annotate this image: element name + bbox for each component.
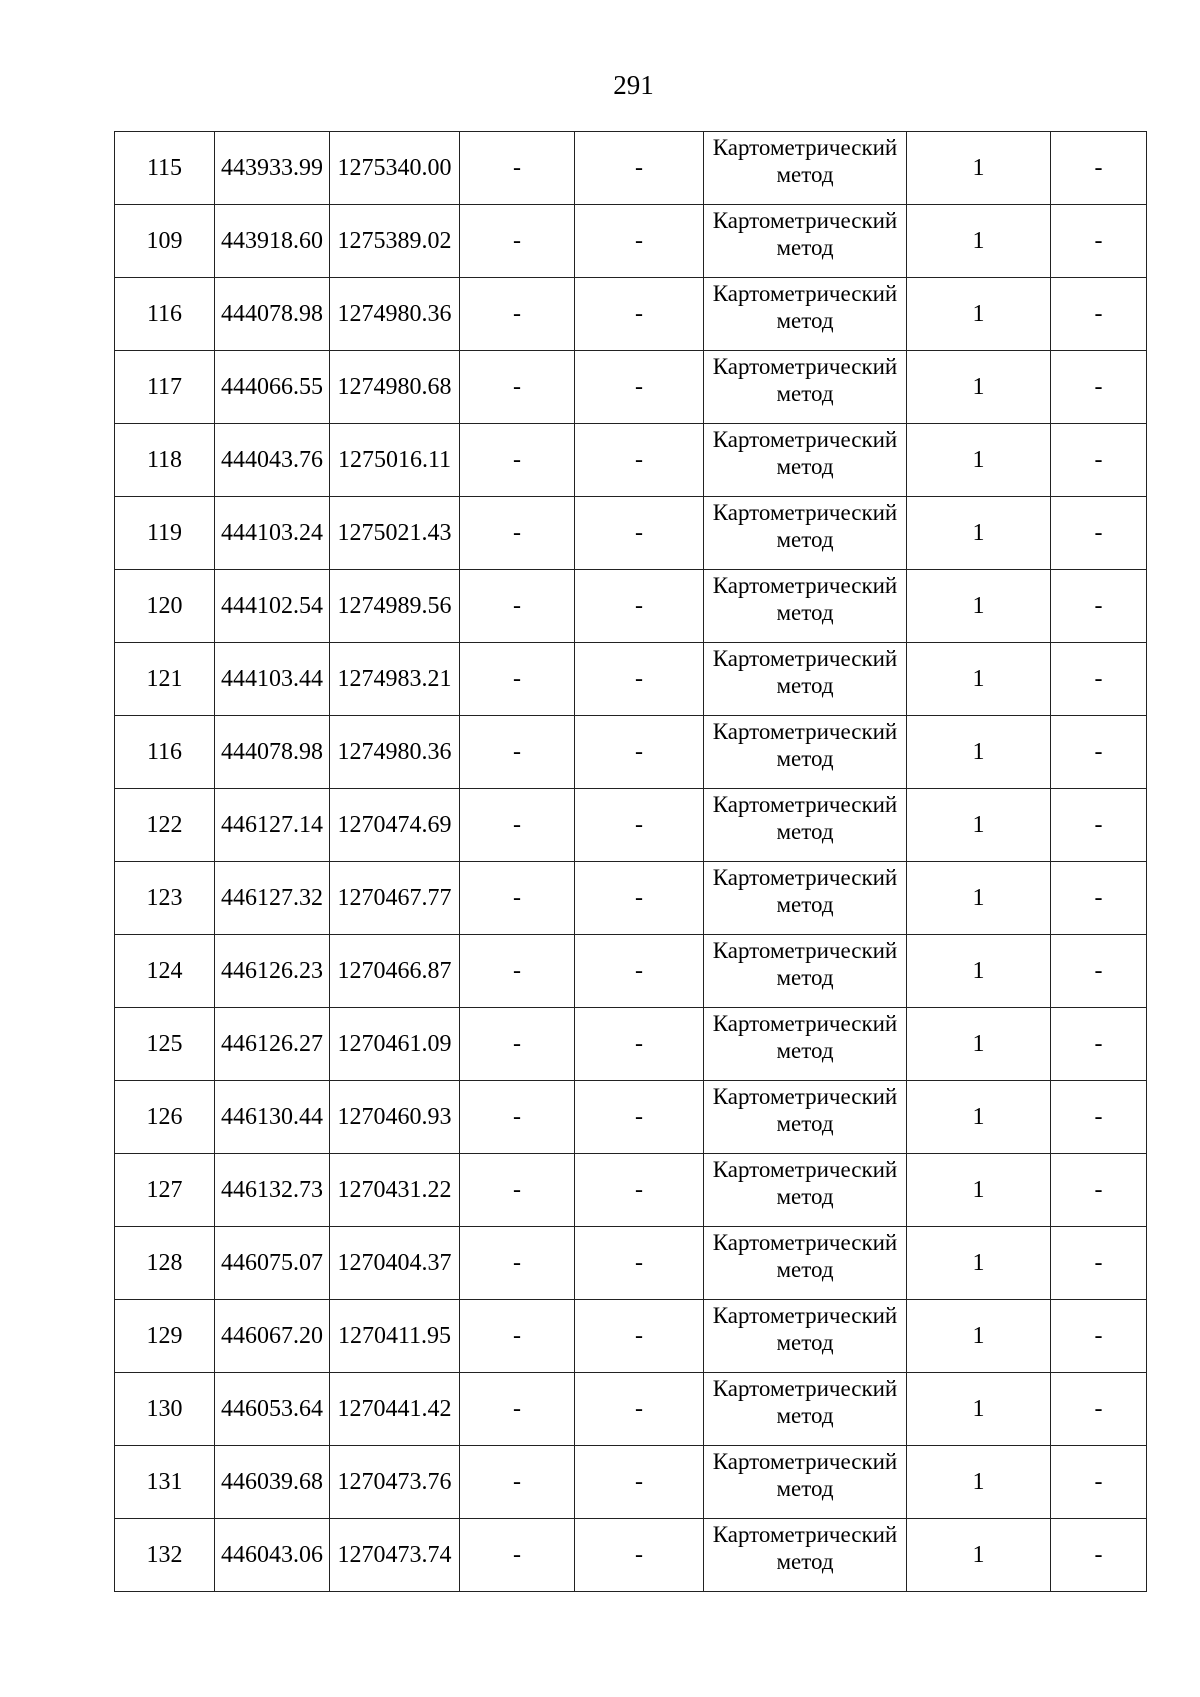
accuracy-cell: 1 bbox=[907, 1300, 1051, 1373]
method-line-1: Картометрический bbox=[712, 1084, 898, 1109]
dash-cell-c: - bbox=[1051, 570, 1147, 643]
method-line-1: Картометрический bbox=[712, 865, 898, 890]
method-line-1: Картометрический bbox=[712, 1157, 898, 1182]
method-line-2: метод bbox=[776, 1257, 834, 1282]
accuracy-cell: 1 bbox=[907, 497, 1051, 570]
method-cell bbox=[704, 497, 907, 570]
method-line-1: Картометрический bbox=[712, 1376, 898, 1401]
dash-cell-b: - bbox=[575, 1081, 704, 1154]
method-line-2: метод bbox=[776, 1184, 834, 1209]
x-coordinate-cell: 446039.68 bbox=[215, 1446, 330, 1519]
table-row bbox=[115, 424, 1147, 497]
dash-cell-a: - bbox=[460, 1300, 575, 1373]
point-number-cell: 119 bbox=[115, 497, 215, 570]
accuracy-cell: 1 bbox=[907, 1081, 1051, 1154]
point-number-cell: 109 bbox=[115, 205, 215, 278]
dash-cell-a: - bbox=[460, 205, 575, 278]
dash-cell-b: - bbox=[575, 1154, 704, 1227]
accuracy-cell: 1 bbox=[907, 570, 1051, 643]
x-coordinate-cell: 446127.14 bbox=[215, 789, 330, 862]
point-number-cell: 132 bbox=[115, 1519, 215, 1592]
dash-cell-c: - bbox=[1051, 1373, 1147, 1446]
method-cell bbox=[704, 789, 907, 862]
y-coordinate-cell: 1274980.68 bbox=[330, 351, 460, 424]
table-row bbox=[115, 1081, 1147, 1154]
method-cell bbox=[704, 716, 907, 789]
dash-cell-a: - bbox=[460, 789, 575, 862]
accuracy-cell: 1 bbox=[907, 132, 1051, 205]
dash-cell-c: - bbox=[1051, 1008, 1147, 1081]
dash-cell-b: - bbox=[575, 862, 704, 935]
table-row bbox=[115, 1373, 1147, 1446]
x-coordinate-cell: 446130.44 bbox=[215, 1081, 330, 1154]
y-coordinate-cell: 1270474.69 bbox=[330, 789, 460, 862]
method-line-1: Картометрический bbox=[712, 427, 898, 452]
method-cell bbox=[704, 1154, 907, 1227]
dash-cell-c: - bbox=[1051, 1081, 1147, 1154]
y-coordinate-cell: 1270411.95 bbox=[330, 1300, 460, 1373]
y-coordinate-cell: 1270404.37 bbox=[330, 1227, 460, 1300]
point-number-cell: 122 bbox=[115, 789, 215, 862]
point-number-cell: 116 bbox=[115, 716, 215, 789]
x-coordinate-cell: 444103.44 bbox=[215, 643, 330, 716]
coordinates-table bbox=[114, 131, 1147, 1592]
table-row bbox=[115, 1519, 1147, 1592]
accuracy-cell: 1 bbox=[907, 1373, 1051, 1446]
method-line-2: метод bbox=[776, 1330, 834, 1355]
table-row bbox=[115, 1154, 1147, 1227]
method-cell bbox=[704, 205, 907, 278]
point-number-cell: 123 bbox=[115, 862, 215, 935]
dash-cell-a: - bbox=[460, 132, 575, 205]
accuracy-cell: 1 bbox=[907, 205, 1051, 278]
y-coordinate-cell: 1275389.02 bbox=[330, 205, 460, 278]
x-coordinate-cell: 446126.27 bbox=[215, 1008, 330, 1081]
x-coordinate-cell: 444043.76 bbox=[215, 424, 330, 497]
dash-cell-b: - bbox=[575, 716, 704, 789]
method-line-1: Картометрический bbox=[712, 719, 898, 744]
method-cell bbox=[704, 1519, 907, 1592]
dash-cell-b: - bbox=[575, 1446, 704, 1519]
dash-cell-c: - bbox=[1051, 862, 1147, 935]
dash-cell-a: - bbox=[460, 1008, 575, 1081]
method-line-2: метод bbox=[776, 308, 834, 333]
dash-cell-c: - bbox=[1051, 1154, 1147, 1227]
point-number-cell: 120 bbox=[115, 570, 215, 643]
method-cell bbox=[704, 1227, 907, 1300]
y-coordinate-cell: 1274980.36 bbox=[330, 278, 460, 351]
table-row bbox=[115, 1300, 1147, 1373]
table-row bbox=[115, 132, 1147, 205]
method-line-1: Картометрический bbox=[712, 354, 898, 379]
dash-cell-b: - bbox=[575, 424, 704, 497]
dash-cell-c: - bbox=[1051, 1300, 1147, 1373]
method-line-2: метод bbox=[776, 1038, 834, 1063]
accuracy-cell: 1 bbox=[907, 1008, 1051, 1081]
method-line-1: Картометрический bbox=[712, 1522, 898, 1547]
dash-cell-a: - bbox=[460, 643, 575, 716]
method-line-1: Картометрический bbox=[712, 1303, 898, 1328]
dash-cell-b: - bbox=[575, 935, 704, 1008]
method-cell bbox=[704, 570, 907, 643]
table-row bbox=[115, 351, 1147, 424]
method-line-1: Картометрический bbox=[712, 281, 898, 306]
method-line-2: метод bbox=[776, 1111, 834, 1136]
accuracy-cell: 1 bbox=[907, 351, 1051, 424]
table-row bbox=[115, 570, 1147, 643]
point-number-cell: 127 bbox=[115, 1154, 215, 1227]
method-cell bbox=[704, 351, 907, 424]
table-row bbox=[115, 497, 1147, 570]
dash-cell-b: - bbox=[575, 132, 704, 205]
dash-cell-b: - bbox=[575, 789, 704, 862]
dash-cell-c: - bbox=[1051, 716, 1147, 789]
dash-cell-a: - bbox=[460, 1227, 575, 1300]
dash-cell-c: - bbox=[1051, 424, 1147, 497]
x-coordinate-cell: 446075.07 bbox=[215, 1227, 330, 1300]
x-coordinate-cell: 446053.64 bbox=[215, 1373, 330, 1446]
dash-cell-a: - bbox=[460, 1081, 575, 1154]
y-coordinate-cell: 1275340.00 bbox=[330, 132, 460, 205]
method-line-2: метод bbox=[776, 600, 834, 625]
table-row bbox=[115, 1227, 1147, 1300]
dash-cell-a: - bbox=[460, 497, 575, 570]
method-line-2: метод bbox=[776, 1476, 834, 1501]
point-number-cell: 124 bbox=[115, 935, 215, 1008]
table-row bbox=[115, 862, 1147, 935]
dash-cell-c: - bbox=[1051, 643, 1147, 716]
dash-cell-a: - bbox=[460, 351, 575, 424]
dash-cell-c: - bbox=[1051, 1227, 1147, 1300]
method-line-1: Картометрический bbox=[712, 1011, 898, 1036]
method-cell bbox=[704, 132, 907, 205]
dash-cell-c: - bbox=[1051, 1446, 1147, 1519]
accuracy-cell: 1 bbox=[907, 862, 1051, 935]
method-line-1: Картометрический bbox=[712, 208, 898, 233]
x-coordinate-cell: 446126.23 bbox=[215, 935, 330, 1008]
table-row bbox=[115, 789, 1147, 862]
point-number-cell: 129 bbox=[115, 1300, 215, 1373]
accuracy-cell: 1 bbox=[907, 1446, 1051, 1519]
dash-cell-b: - bbox=[575, 1227, 704, 1300]
x-coordinate-cell: 446043.06 bbox=[215, 1519, 330, 1592]
dash-cell-b: - bbox=[575, 1519, 704, 1592]
method-cell bbox=[704, 862, 907, 935]
method-cell bbox=[704, 1373, 907, 1446]
dash-cell-c: - bbox=[1051, 351, 1147, 424]
table-row bbox=[115, 935, 1147, 1008]
x-coordinate-cell: 446067.20 bbox=[215, 1300, 330, 1373]
dash-cell-b: - bbox=[575, 1373, 704, 1446]
dash-cell-c: - bbox=[1051, 1519, 1147, 1592]
y-coordinate-cell: 1270467.77 bbox=[330, 862, 460, 935]
point-number-cell: 117 bbox=[115, 351, 215, 424]
method-line-2: метод bbox=[776, 1403, 834, 1428]
dash-cell-a: - bbox=[460, 1446, 575, 1519]
method-cell bbox=[704, 1446, 907, 1519]
dash-cell-b: - bbox=[575, 278, 704, 351]
method-cell bbox=[704, 278, 907, 351]
method-line-1: Картометрический bbox=[712, 135, 898, 160]
y-coordinate-cell: 1270441.42 bbox=[330, 1373, 460, 1446]
method-cell bbox=[704, 1081, 907, 1154]
dash-cell-b: - bbox=[575, 643, 704, 716]
y-coordinate-cell: 1270461.09 bbox=[330, 1008, 460, 1081]
dash-cell-b: - bbox=[575, 351, 704, 424]
x-coordinate-cell: 444066.55 bbox=[215, 351, 330, 424]
method-line-2: метод bbox=[776, 454, 834, 479]
dash-cell-c: - bbox=[1051, 497, 1147, 570]
x-coordinate-cell: 444102.54 bbox=[215, 570, 330, 643]
table-row bbox=[115, 1008, 1147, 1081]
dash-cell-a: - bbox=[460, 716, 575, 789]
method-line-1: Картометрический bbox=[712, 792, 898, 817]
point-number-cell: 121 bbox=[115, 643, 215, 716]
accuracy-cell: 1 bbox=[907, 789, 1051, 862]
table-row bbox=[115, 278, 1147, 351]
dash-cell-b: - bbox=[575, 1008, 704, 1081]
dash-cell-a: - bbox=[460, 424, 575, 497]
method-line-2: метод bbox=[776, 1549, 834, 1574]
method-line-2: метод bbox=[776, 965, 834, 990]
x-coordinate-cell: 444078.98 bbox=[215, 716, 330, 789]
dash-cell-a: - bbox=[460, 1519, 575, 1592]
dash-cell-c: - bbox=[1051, 278, 1147, 351]
point-number-cell: 130 bbox=[115, 1373, 215, 1446]
point-number-cell: 125 bbox=[115, 1008, 215, 1081]
method-line-1: Картометрический bbox=[712, 646, 898, 671]
method-line-2: метод bbox=[776, 381, 834, 406]
method-line-1: Картометрический bbox=[712, 1230, 898, 1255]
y-coordinate-cell: 1270460.93 bbox=[330, 1081, 460, 1154]
accuracy-cell: 1 bbox=[907, 935, 1051, 1008]
x-coordinate-cell: 446132.73 bbox=[215, 1154, 330, 1227]
x-coordinate-cell: 444103.24 bbox=[215, 497, 330, 570]
table-row bbox=[115, 716, 1147, 789]
accuracy-cell: 1 bbox=[907, 643, 1051, 716]
point-number-cell: 128 bbox=[115, 1227, 215, 1300]
y-coordinate-cell: 1274980.36 bbox=[330, 716, 460, 789]
dash-cell-a: - bbox=[460, 862, 575, 935]
x-coordinate-cell: 443933.99 bbox=[215, 132, 330, 205]
y-coordinate-cell: 1274983.21 bbox=[330, 643, 460, 716]
x-coordinate-cell: 443918.60 bbox=[215, 205, 330, 278]
point-number-cell: 126 bbox=[115, 1081, 215, 1154]
point-number-cell: 131 bbox=[115, 1446, 215, 1519]
accuracy-cell: 1 bbox=[907, 1227, 1051, 1300]
accuracy-cell: 1 bbox=[907, 716, 1051, 789]
dash-cell-b: - bbox=[575, 1300, 704, 1373]
method-cell bbox=[704, 1300, 907, 1373]
dash-cell-b: - bbox=[575, 497, 704, 570]
table-row bbox=[115, 643, 1147, 716]
table-row bbox=[115, 1446, 1147, 1519]
y-coordinate-cell: 1275016.11 bbox=[330, 424, 460, 497]
method-cell bbox=[704, 643, 907, 716]
y-coordinate-cell: 1270473.74 bbox=[330, 1519, 460, 1592]
point-number-cell: 116 bbox=[115, 278, 215, 351]
page-number: 291 bbox=[613, 70, 654, 100]
method-line-2: метод bbox=[776, 235, 834, 260]
method-line-1: Картометрический bbox=[712, 500, 898, 525]
method-cell bbox=[704, 424, 907, 497]
accuracy-cell: 1 bbox=[907, 424, 1051, 497]
method-line-2: метод bbox=[776, 673, 834, 698]
table-row bbox=[115, 205, 1147, 278]
method-line-1: Картометрический bbox=[712, 573, 898, 598]
dash-cell-b: - bbox=[575, 205, 704, 278]
dash-cell-c: - bbox=[1051, 205, 1147, 278]
y-coordinate-cell: 1274989.56 bbox=[330, 570, 460, 643]
table-body bbox=[115, 132, 1147, 1592]
dash-cell-a: - bbox=[460, 278, 575, 351]
accuracy-cell: 1 bbox=[907, 1154, 1051, 1227]
point-number-cell: 118 bbox=[115, 424, 215, 497]
y-coordinate-cell: 1270466.87 bbox=[330, 935, 460, 1008]
dash-cell-c: - bbox=[1051, 935, 1147, 1008]
y-coordinate-cell: 1275021.43 bbox=[330, 497, 460, 570]
point-number-cell: 115 bbox=[115, 132, 215, 205]
dash-cell-b: - bbox=[575, 570, 704, 643]
accuracy-cell: 1 bbox=[907, 1519, 1051, 1592]
dash-cell-a: - bbox=[460, 1154, 575, 1227]
accuracy-cell: 1 bbox=[907, 278, 1051, 351]
method-line-1: Картометрический bbox=[712, 1449, 898, 1474]
dash-cell-a: - bbox=[460, 570, 575, 643]
method-line-2: метод bbox=[776, 892, 834, 917]
y-coordinate-cell: 1270473.76 bbox=[330, 1446, 460, 1519]
method-cell bbox=[704, 1008, 907, 1081]
method-line-1: Картометрический bbox=[712, 938, 898, 963]
method-line-2: метод bbox=[776, 746, 834, 771]
method-cell bbox=[704, 935, 907, 1008]
dash-cell-a: - bbox=[460, 935, 575, 1008]
method-line-2: метод bbox=[776, 819, 834, 844]
y-coordinate-cell: 1270431.22 bbox=[330, 1154, 460, 1227]
x-coordinate-cell: 444078.98 bbox=[215, 278, 330, 351]
method-line-2: метод bbox=[776, 162, 834, 187]
dash-cell-a: - bbox=[460, 1373, 575, 1446]
x-coordinate-cell: 446127.32 bbox=[215, 862, 330, 935]
dash-cell-c: - bbox=[1051, 132, 1147, 205]
method-line-2: метод bbox=[776, 527, 834, 552]
dash-cell-c: - bbox=[1051, 789, 1147, 862]
